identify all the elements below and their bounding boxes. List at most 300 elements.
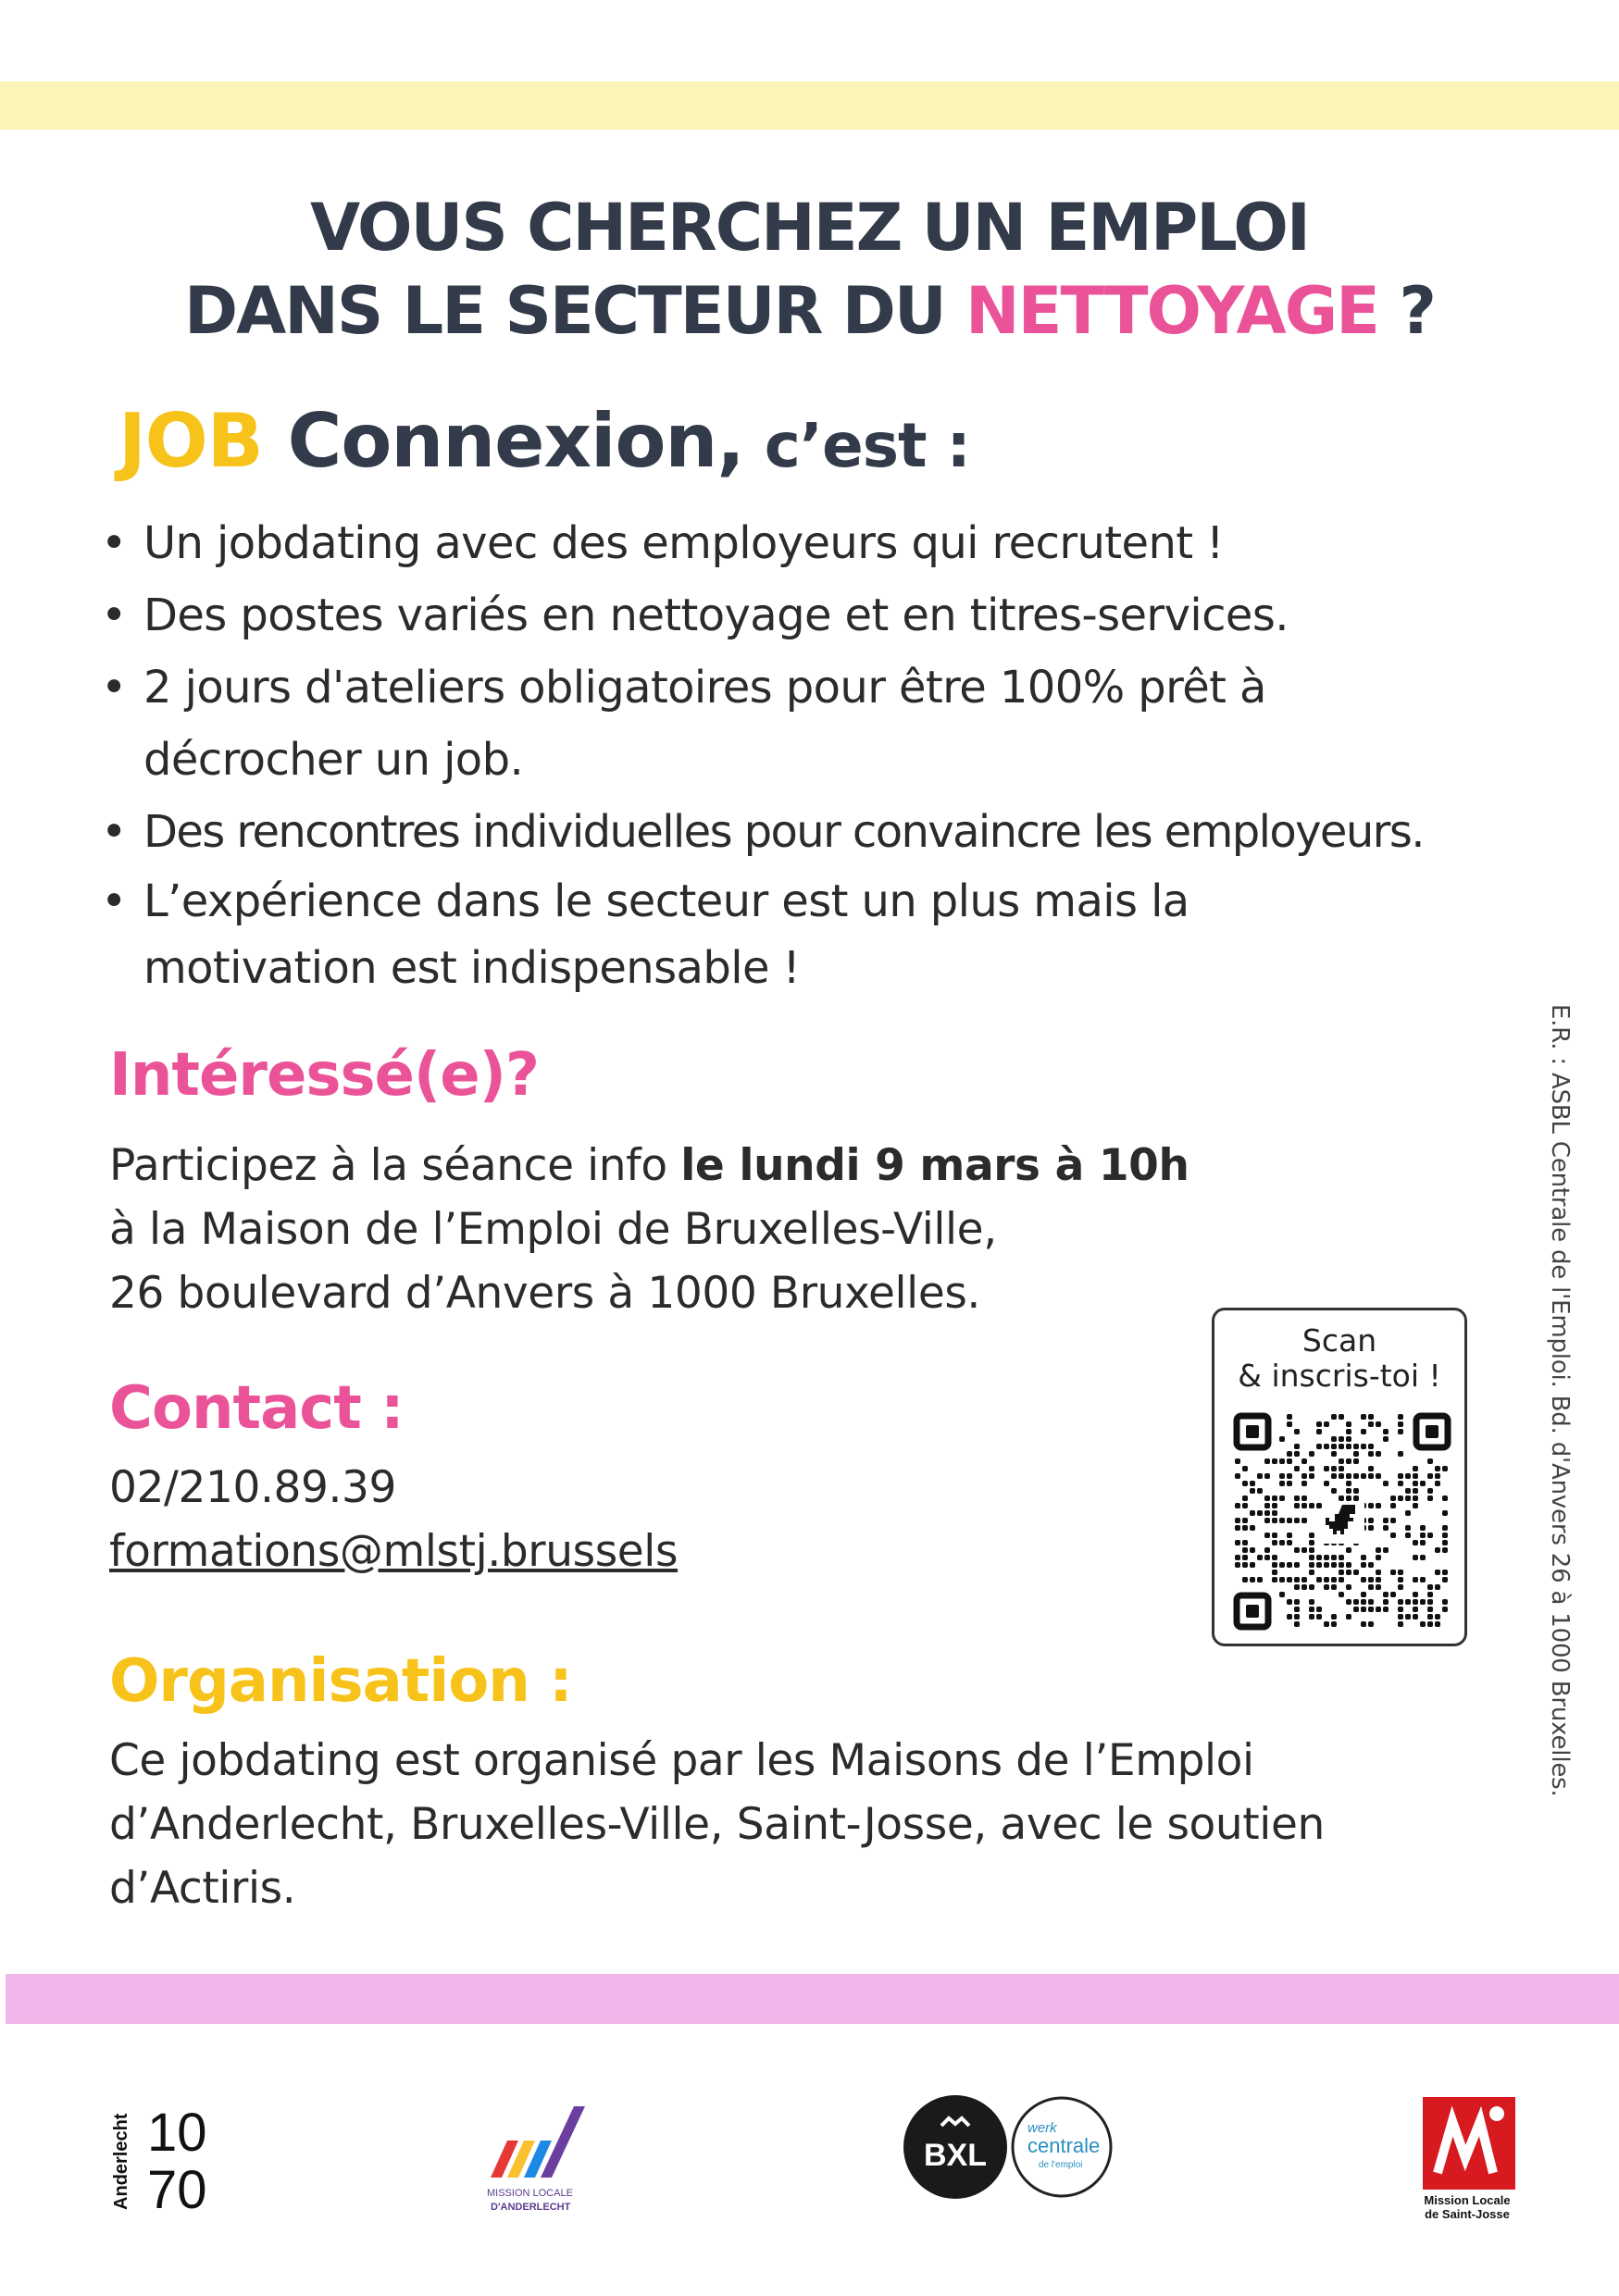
qr-module (1346, 1436, 1351, 1442)
qr-module (1272, 1533, 1277, 1538)
qr-module (1279, 1577, 1285, 1582)
qr-module (1339, 1458, 1344, 1464)
qr-module (1405, 1510, 1411, 1516)
qr-module (1339, 1592, 1344, 1597)
qr-module (1390, 1518, 1396, 1523)
qr-module (1346, 1496, 1351, 1501)
qr-module (1301, 1481, 1307, 1486)
qr-module (1435, 1614, 1440, 1620)
qr-module (1287, 1533, 1292, 1538)
qr-module (1361, 1592, 1366, 1597)
qr-module (1294, 1607, 1300, 1612)
qr-module (1398, 1421, 1403, 1427)
qr-module (1309, 1473, 1314, 1479)
qr-module (1420, 1525, 1426, 1531)
qr-module (1294, 1444, 1300, 1449)
qr-module (1413, 1607, 1418, 1612)
contact-details (109, 1456, 678, 1583)
qr-module (1235, 1525, 1240, 1531)
qr-module (1442, 1533, 1448, 1538)
qr-module (1316, 1562, 1322, 1568)
qr-module (1442, 1525, 1448, 1531)
qr-module (1309, 1533, 1314, 1538)
bxl-centrale-text: centrale (1027, 2134, 1101, 2157)
qr-module (1361, 1429, 1366, 1434)
qr-module (1413, 1555, 1418, 1560)
qr-module (1368, 1421, 1374, 1427)
qr-module (1413, 1599, 1418, 1605)
qr-module (1413, 1473, 1418, 1479)
qr-module (1361, 1562, 1366, 1568)
qr-module (1405, 1496, 1411, 1501)
qr-module (1427, 1621, 1433, 1627)
qr-module (1279, 1496, 1285, 1501)
qr-module (1235, 1562, 1240, 1568)
mlsj-line1: Mission Locale (1424, 2193, 1511, 2207)
qr-module (1383, 1429, 1389, 1434)
qr-module (1294, 1621, 1300, 1627)
qr-module (1413, 1614, 1418, 1620)
anderlecht-digits-top: 10 (147, 2103, 207, 2163)
qr-module (1264, 1458, 1270, 1464)
qr-module (1339, 1414, 1344, 1420)
qr-module (1361, 1555, 1366, 1560)
qr-module (1294, 1614, 1300, 1620)
qr-module (1339, 1436, 1344, 1442)
qr-module (1346, 1429, 1351, 1434)
qr-module (1264, 1533, 1270, 1538)
qr-module (1309, 1451, 1314, 1457)
qr-module (1331, 1562, 1337, 1568)
qr-module (1435, 1481, 1440, 1486)
qr-module (1242, 1518, 1248, 1523)
qr-module (1398, 1621, 1403, 1627)
qr-module (1368, 1444, 1374, 1449)
job-word: JOB (118, 398, 263, 484)
qr-module (1420, 1555, 1426, 1560)
qr-module (1376, 1503, 1381, 1508)
qr-module (1383, 1592, 1389, 1597)
qr-module (1368, 1525, 1374, 1531)
qr-module (1368, 1451, 1374, 1457)
qr-module (1398, 1451, 1403, 1457)
qr-module (1309, 1555, 1314, 1560)
qr-module (1368, 1621, 1374, 1627)
qr-module (1420, 1481, 1426, 1486)
info-location-line: à la Maison de l’Emploi de Bruxelles-Ville, (109, 1204, 997, 1255)
qr-module (1346, 1570, 1351, 1575)
qr-module (1294, 1429, 1300, 1434)
qr-module (1346, 1473, 1351, 1479)
qr-module (1324, 1444, 1329, 1449)
bxl-centrale-emploi-logo (900, 2093, 1122, 2204)
qr-module (1413, 1466, 1418, 1471)
qr-module (1346, 1547, 1351, 1553)
contact-email-link[interactable]: formations@mlstj.brussels (109, 1526, 679, 1577)
qr-module (1316, 1577, 1322, 1582)
qr-module (1324, 1577, 1329, 1582)
qr-module (1309, 1503, 1314, 1508)
qr-module (1339, 1555, 1344, 1560)
qr-module (1287, 1518, 1292, 1523)
qr-module (1353, 1570, 1359, 1575)
qr-module (1435, 1621, 1440, 1627)
organisation-heading: Organisation : (109, 1647, 572, 1716)
qr-module (1242, 1496, 1248, 1501)
qr-module (1287, 1599, 1292, 1605)
qr-module (1383, 1436, 1389, 1442)
qr-module (1287, 1577, 1292, 1582)
qr-module (1339, 1466, 1344, 1471)
qr-module (1250, 1562, 1255, 1568)
qr-module (1279, 1562, 1285, 1568)
qr-module (1324, 1555, 1329, 1560)
qr-module (1272, 1518, 1277, 1523)
qr-module (1383, 1607, 1389, 1612)
qr-module (1242, 1466, 1248, 1471)
qr-module (1279, 1436, 1285, 1442)
qr-module (1339, 1577, 1344, 1582)
qr-module (1376, 1547, 1381, 1553)
qr-module (1435, 1547, 1440, 1553)
qr-module (1368, 1599, 1374, 1605)
qr-module (1405, 1614, 1411, 1620)
qr-module (1331, 1473, 1337, 1479)
qr-module (1294, 1577, 1300, 1582)
info-address-line: 26 boulevard d’Anvers à 1000 Bruxelles. (109, 1268, 980, 1319)
qr-module (1398, 1473, 1403, 1479)
qr-module (1405, 1488, 1411, 1494)
info-session-date: le lundi 9 mars à 10h (680, 1140, 1189, 1191)
qr-module (1398, 1481, 1403, 1486)
mission-locale-saint-josse-icon (1412, 2093, 1523, 2223)
qr-module (1398, 1577, 1403, 1582)
qr-module (1398, 1496, 1403, 1501)
qr-module (1346, 1584, 1351, 1590)
qr-module (1287, 1421, 1292, 1427)
qr-module (1368, 1473, 1374, 1479)
job-connexion-title (118, 398, 970, 484)
qr-module (1294, 1562, 1300, 1568)
qr-module (1405, 1525, 1411, 1531)
qr-module (1383, 1547, 1389, 1553)
qr-module (1250, 1525, 1255, 1531)
qr-module (1398, 1607, 1403, 1612)
mlsj-line2: de Saint-Josse (1425, 2207, 1510, 2221)
qr-module (1301, 1473, 1307, 1479)
qr-module (1242, 1525, 1248, 1531)
qr-module (1235, 1540, 1240, 1545)
qr-module (1339, 1473, 1344, 1479)
qr-module (1361, 1607, 1366, 1612)
qr-module (1242, 1481, 1248, 1486)
qr-module (1242, 1555, 1248, 1560)
qr-module (1346, 1421, 1351, 1427)
qr-module (1368, 1414, 1374, 1420)
qr-module (1331, 1488, 1337, 1494)
qr-module (1427, 1614, 1433, 1620)
qr-module (1294, 1599, 1300, 1605)
qr-module (1301, 1584, 1307, 1590)
qr-module (1339, 1562, 1344, 1568)
qr-module (1264, 1503, 1270, 1508)
qr-card[interactable] (1212, 1308, 1467, 1646)
qr-module (1442, 1607, 1448, 1612)
qr-module (1361, 1599, 1366, 1605)
qr-module (1353, 1488, 1359, 1494)
qr-module (1368, 1466, 1374, 1471)
qr-module (1442, 1599, 1448, 1605)
qr-module (1264, 1496, 1270, 1501)
qr-module (1264, 1555, 1270, 1560)
qr-module (1264, 1510, 1270, 1516)
interesse-text (109, 1134, 1220, 1325)
qr-module (1294, 1496, 1300, 1501)
qr-module (1294, 1466, 1300, 1471)
qr-module (1287, 1414, 1292, 1420)
connexion-word: Connexion, (262, 398, 744, 484)
qr-module (1316, 1429, 1322, 1434)
qr-module (1398, 1599, 1403, 1605)
anderlecht-logo-icon (106, 2099, 236, 2215)
qr-module (1264, 1547, 1270, 1553)
qr-module (1309, 1614, 1314, 1620)
headline-line-1: VOUS CHERCHEZ UN EMPLOI (310, 190, 1309, 266)
qr-module (1309, 1570, 1314, 1575)
qr-module (1331, 1444, 1337, 1449)
qr-module (1272, 1555, 1277, 1560)
qr-module (1324, 1466, 1329, 1471)
qr-module (1376, 1577, 1381, 1582)
qr-module (1368, 1577, 1374, 1582)
qr-module (1287, 1562, 1292, 1568)
bullet-item: • Des postes variés en nettoyage et en titres-services. (97, 579, 1347, 652)
qr-module (1287, 1481, 1292, 1486)
anderlecht-1070-logo (106, 2099, 236, 2215)
qr-module (1257, 1555, 1263, 1560)
qr-module (1264, 1473, 1270, 1479)
qr-module (1294, 1451, 1300, 1457)
qr-module (1331, 1555, 1337, 1560)
bullet-item: • Des rencontres individuelles pour convaincre les employeurs. (97, 796, 1588, 868)
qr-module (1346, 1444, 1351, 1449)
qr-module (1368, 1562, 1374, 1568)
qr-module (1279, 1540, 1285, 1545)
qr-module (1287, 1451, 1292, 1457)
qr-module (1235, 1458, 1240, 1464)
cest-word: c’est : (743, 410, 970, 481)
qr-module (1346, 1481, 1351, 1486)
qr-module (1309, 1599, 1314, 1605)
qr-module (1309, 1562, 1314, 1568)
qr-module (1346, 1614, 1351, 1620)
qr-module (1324, 1584, 1329, 1590)
qr-module (1257, 1577, 1263, 1582)
qr-module (1339, 1496, 1344, 1501)
qr-module (1257, 1488, 1263, 1494)
qr-module (1427, 1607, 1433, 1612)
bxl-werk-text: werk (1027, 2120, 1057, 2136)
mla-line2: D'ANDERLECHT (491, 2202, 571, 2213)
qr-module (1427, 1458, 1433, 1464)
qr-caption (1214, 1323, 1464, 1394)
qr-module (1331, 1436, 1337, 1442)
qr-module (1279, 1473, 1285, 1479)
qr-module (1301, 1547, 1307, 1553)
qr-module (1331, 1584, 1337, 1590)
qr-module (1353, 1458, 1359, 1464)
qr-module (1250, 1488, 1255, 1494)
qr-module (1309, 1607, 1314, 1612)
qr-module (1324, 1562, 1329, 1568)
qr-module (1361, 1621, 1366, 1627)
bullet-item: • Un jobdating avec des employeurs qui recrutent ! (97, 507, 1347, 579)
qr-module (1309, 1466, 1314, 1471)
qr-module (1361, 1444, 1366, 1449)
qr-module (1368, 1518, 1374, 1523)
qr-module (1331, 1621, 1337, 1627)
qr-module (1331, 1614, 1337, 1620)
qr-module (1272, 1562, 1277, 1568)
qr-module (1242, 1562, 1248, 1568)
qr-module (1339, 1570, 1344, 1575)
qr-module (1442, 1496, 1448, 1501)
qr-module (1376, 1607, 1381, 1612)
qr-module (1420, 1533, 1426, 1538)
qr-module (1316, 1421, 1322, 1427)
qr-module (1279, 1518, 1285, 1523)
bullet-list (97, 507, 1541, 1001)
bxl-sub-text: de l'emploi (1039, 2160, 1083, 2170)
qr-module (1346, 1599, 1351, 1605)
qr-code-icon[interactable] (1233, 1412, 1451, 1631)
qr-module (1398, 1414, 1403, 1420)
interesse-heading: Intéressé(e)? (109, 1041, 539, 1110)
qr-module (1376, 1570, 1381, 1575)
qr-module (1294, 1518, 1300, 1523)
qr-module (1420, 1599, 1426, 1605)
qr-module (1242, 1547, 1248, 1553)
qr-module (1413, 1488, 1418, 1494)
qr-module (1316, 1503, 1322, 1508)
qr-module (1301, 1458, 1307, 1464)
contact-phone[interactable]: 02/210.89.39 (109, 1462, 397, 1513)
qr-caption-line1: Scan (1301, 1322, 1377, 1359)
qr-module (1427, 1584, 1433, 1590)
qr-module (1272, 1577, 1277, 1582)
qr-module (1287, 1458, 1292, 1464)
qr-module (1346, 1458, 1351, 1464)
qr-module (1346, 1562, 1351, 1568)
bxl-badge-text: BXL (924, 2138, 987, 2173)
qr-module (1242, 1503, 1248, 1508)
qr-module (1250, 1577, 1255, 1582)
qr-module (1398, 1614, 1403, 1620)
qr-module (1353, 1496, 1359, 1501)
qr-module (1309, 1547, 1314, 1553)
qr-module (1390, 1533, 1396, 1538)
qr-module (1390, 1496, 1396, 1501)
qr-module (1316, 1444, 1322, 1449)
anderlecht-vertical-text: Anderlecht (111, 2113, 131, 2210)
organisation-text: Ce jobdating est organisé par les Maisons de l’Emploi d’Anderlecht, Bruxelles-Ville, Saint-Josse, avec le soutien d’Actiris. (109, 1735, 1325, 1914)
headline-end: ? (1378, 273, 1435, 349)
qr-module (1257, 1473, 1263, 1479)
qr-module (1309, 1540, 1314, 1545)
qr-module (1235, 1473, 1240, 1479)
qr-module (1324, 1481, 1329, 1486)
qr-module (1250, 1510, 1255, 1516)
qr-module (1376, 1421, 1381, 1427)
qr-module (1257, 1510, 1263, 1516)
qr-module (1316, 1607, 1322, 1612)
qr-module (1398, 1570, 1403, 1575)
mla-line1: MISSION LOCALE (487, 2188, 573, 2199)
qr-module (1279, 1458, 1285, 1464)
bottom-color-band (6, 1974, 1619, 2024)
qr-module (1383, 1599, 1389, 1605)
qr-module (1427, 1488, 1433, 1494)
qr-module (1294, 1584, 1300, 1590)
qr-module (1413, 1540, 1418, 1545)
qr-module (1287, 1473, 1292, 1479)
qr-module (1272, 1458, 1277, 1464)
top-color-band (0, 81, 1619, 130)
qr-module (1413, 1503, 1418, 1508)
qr-module (1301, 1577, 1307, 1582)
bxl-logo-icon (900, 2093, 1122, 2204)
bullet-item: • L’expérience dans le secteur est un plus mais la motivation est indispensable ! (97, 868, 1347, 1001)
anderlecht-digits-bottom: 70 (147, 2160, 207, 2215)
qr-module (1368, 1607, 1374, 1612)
qr-module (1301, 1518, 1307, 1523)
qr-module (1413, 1577, 1418, 1582)
qr-module (1242, 1540, 1248, 1545)
qr-module (1376, 1473, 1381, 1479)
qr-module (1435, 1473, 1440, 1479)
headline-highlight: NETTOYAGE (965, 273, 1379, 349)
qr-module (1368, 1503, 1374, 1508)
mission-locale-saint-josse-logo (1412, 2093, 1523, 2223)
qr-module (1442, 1570, 1448, 1575)
qr-module (1279, 1481, 1285, 1486)
bullet-item: • 2 jours d'ateliers obligatoires pour être 100% prêt à décrocher un job. (97, 652, 1375, 796)
qr-module (1442, 1547, 1448, 1553)
qr-module (1435, 1570, 1440, 1575)
qr-module (1301, 1503, 1307, 1508)
qr-module (1390, 1503, 1396, 1508)
qr-module (1353, 1473, 1359, 1479)
qr-module (1435, 1584, 1440, 1590)
qr-module (1272, 1570, 1277, 1575)
qr-module (1331, 1414, 1337, 1420)
qr-module (1390, 1592, 1396, 1597)
qr-module (1376, 1555, 1381, 1560)
qr-module (1235, 1503, 1240, 1508)
mission-locale-anderlecht-icon (481, 2090, 602, 2219)
qr-module (1405, 1599, 1411, 1605)
qr-module (1272, 1503, 1277, 1508)
qr-module (1383, 1525, 1389, 1531)
qr-module (1442, 1510, 1448, 1516)
qr-module (1264, 1518, 1270, 1523)
qr-module (1368, 1584, 1374, 1590)
legal-publisher-note (1537, 1004, 1592, 1809)
qr-module (1442, 1466, 1448, 1471)
qr-module (1339, 1444, 1344, 1449)
qr-module (1361, 1473, 1366, 1479)
qr-module (1427, 1496, 1433, 1501)
